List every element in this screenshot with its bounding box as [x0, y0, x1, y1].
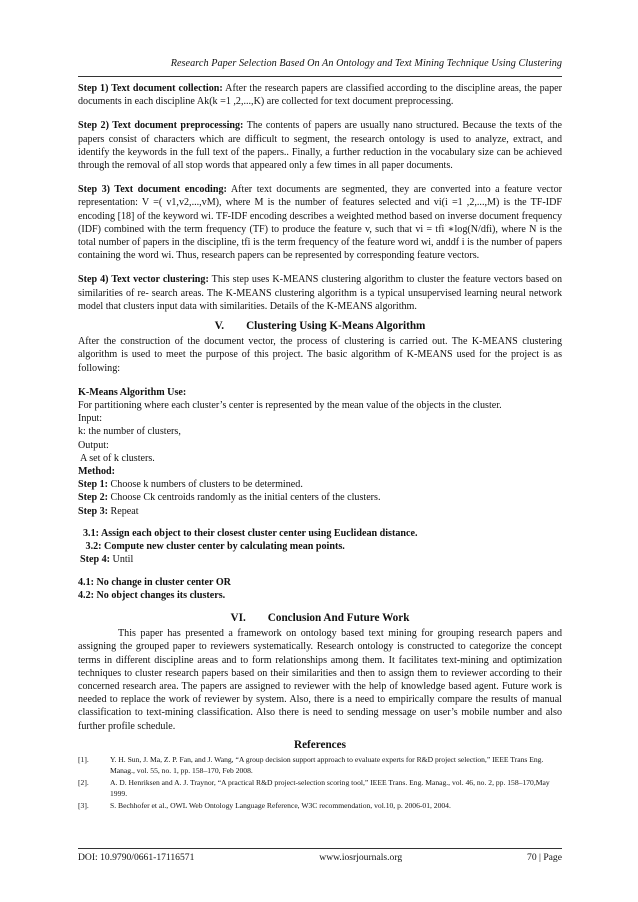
body-content: [78, 82, 562, 811]
output-label: Output:: [78, 439, 109, 451]
algorithm-step-1: [78, 478, 562, 491]
section-5-title: Clustering Using K-Means Algorithm: [246, 320, 426, 333]
algorithm-step-3-text: Repeat: [108, 505, 139, 517]
reference-item: [78, 777, 562, 800]
section-5-intro: After the construction of the document vector, the process of clustering is carried out. The K-MEANS clustering algorithm is used to meet the purpose of this project. The basic algorithm of K-MEANS used for the project is as following:: [78, 336, 562, 374]
page-footer: [78, 852, 562, 863]
algorithm-step-1-text: Choose k numbers of clusters to be determined.: [108, 479, 303, 491]
substep-3-1: 3.1: Assign each object to their closest cluster center using Euclidean distance.: [83, 527, 418, 539]
header-rule: [78, 76, 562, 77]
algorithm-step-2-label: Step 2:: [78, 492, 109, 504]
reference-item: [78, 754, 562, 777]
algorithm-block: [78, 386, 562, 602]
condition-4-1: 4.1: No change in cluster center OR: [78, 576, 231, 588]
reference-text: S. Bechhofer et al., OWL Web Ontology Language Reference, W3C recommendation, vol.10, p. 2006-01, 2004.: [110, 800, 451, 810]
step-3-label: Step 3) Text document encoding:: [78, 184, 227, 196]
input-label: Input:: [78, 413, 103, 425]
footer-rule: [78, 848, 562, 849]
section-5-heading: [78, 320, 562, 333]
algorithm-step-3: [78, 505, 562, 518]
algorithm-step-4: [78, 553, 562, 566]
running-head: Research Paper Selection Based On An Ontology and Text Mining Technique Using Clustering: [170, 58, 562, 69]
condition-4-2: 4.2: No object changes its clusters.: [78, 589, 226, 601]
algorithm-step-4-text: Until: [110, 554, 134, 566]
step-4-text: This step uses K-MEANS clustering algorithm to cluster the feature vectors based on similarities of re- search areas. The K-MEANS clustering algorithm is a typical unsupervised learning neural network model that clusters input data with similarities. Details of the K-MEANS algorithm.: [78, 274, 562, 312]
step-3-text: After text documents are segmented, they are converted into a feature vector representation: V =( v1,v2,...,vM), where M is the number of features selected and vi(i =1 ,2,...,M) is the TF-IDF encoding [18] of the keyword wi. TF-IDF encoding describes a weighted method based on inverse document frequency (IDF) combined with the term frequency (TF) to produce the feature v, such that vi = tfi ∗log(N/dfi), where N is the total number of papers in the discipline, tfi is the term frequency of the feature word wi, anddf i is the number of papers containing the word wi. Thus, research papers can be represented by corresponding feature vectors.: [78, 184, 562, 262]
input-value: k: the number of clusters,: [78, 426, 181, 438]
algorithm-step-4-label: Step 4:: [80, 554, 111, 566]
algorithm-step-3-label: Step 3:: [78, 505, 109, 517]
footer-page-number: 70 | Page: [527, 852, 562, 863]
step-1-paragraph: [78, 82, 562, 108]
step-4-paragraph: [78, 273, 562, 313]
step-2-label: Step 2) Text document preprocessing:: [78, 120, 244, 132]
section-6-number: VI.: [230, 611, 246, 624]
footer-doi: DOI: 10.9790/0661-17116571: [78, 852, 195, 863]
reference-number: [1].: [78, 754, 89, 764]
reference-number: [2].: [78, 777, 89, 787]
algorithm-step-2: [78, 491, 562, 504]
section-6-heading: [78, 612, 562, 625]
step-2-text: The contents of papers are usually nano structured. Because the texts of the papers consist of characters which are difficult to segment, the research ontology is used to analyze, extract, and identify the keywords in the full text of the papers.. Finally, a further reduction in the vocabulary size can be achieved through the removal of all stop words that appeared only a few times in all paper documents.: [78, 120, 562, 172]
reference-item: [78, 800, 562, 811]
step-3-paragraph: [78, 183, 562, 262]
section-6-text: This paper has presented a framework on ontology based text mining for grouping research papers and assigning the grouped paper to reviewers systematically. Research ontology is constructed to categorize the concept terms in different discipline areas and to form relationships among them. It facilitates text-mining and optimization techniques to cluster research papers based on their similarities and then to assign them to reviewer according to their concerned research area. The papers are assigned to reviewer with the help of knowledge based agent. Future work is needed to replace the work of reviewer by system. Also, there is a need to empirically compare the results of manual classification to text-mining classification. Also there is need to sending message on user’s mobile number and also further profile schedule.: [78, 628, 562, 732]
step-1-text: After the research papers are classified according to the discipline areas, the paper documents in each discipline Ak(k =1 ,2,...,K) are collected for text document preprocessing.: [78, 83, 563, 108]
substep-3-2: 3.2: Compute new cluster center by calculating mean points.: [83, 541, 345, 553]
algorithm-step-2-text: Choose Ck centroids randomly as the initial centers of the clusters.: [108, 492, 381, 504]
step-2-paragraph: [78, 119, 562, 172]
method-label: Method:: [78, 466, 116, 478]
step-1-label: Step 1) Text document collection:: [78, 83, 223, 94]
reference-text: A. D. Henriksen and A. J. Traynor, “A practical R&D project-selection scoring tool,” IEEE Trans. Eng. Manag., vol. 46, no. 2, pp. 158–170,May 1999.: [110, 777, 550, 799]
output-value: A set of k clusters.: [78, 452, 155, 464]
footer-site: www.iosrjournals.org: [319, 852, 403, 863]
reference-number: [3].: [78, 800, 89, 810]
algorithm-description: For partitioning where each cluster’s center is represented by the mean value of the objects in the cluster.: [78, 400, 502, 412]
section-5-number: V.: [214, 320, 225, 333]
algorithm-heading: K-Means Algorithm Use:: [78, 386, 187, 398]
step-4-label: Step 4) Text vector clustering:: [78, 274, 209, 286]
references-heading: References: [294, 738, 346, 751]
reference-text: Y. H. Sun, J. Ma, Z. P. Fan, and J. Wang, “A group decision support approach to evaluate experts for R&D project selection,” IEEE Trans Eng. Manag., vol. 55, no. 1, pp. 158–170, Feb 2008.: [110, 754, 544, 776]
section-6-title: Conclusion And Future Work: [267, 611, 410, 624]
algorithm-step-1-label: Step 1:: [78, 479, 109, 491]
